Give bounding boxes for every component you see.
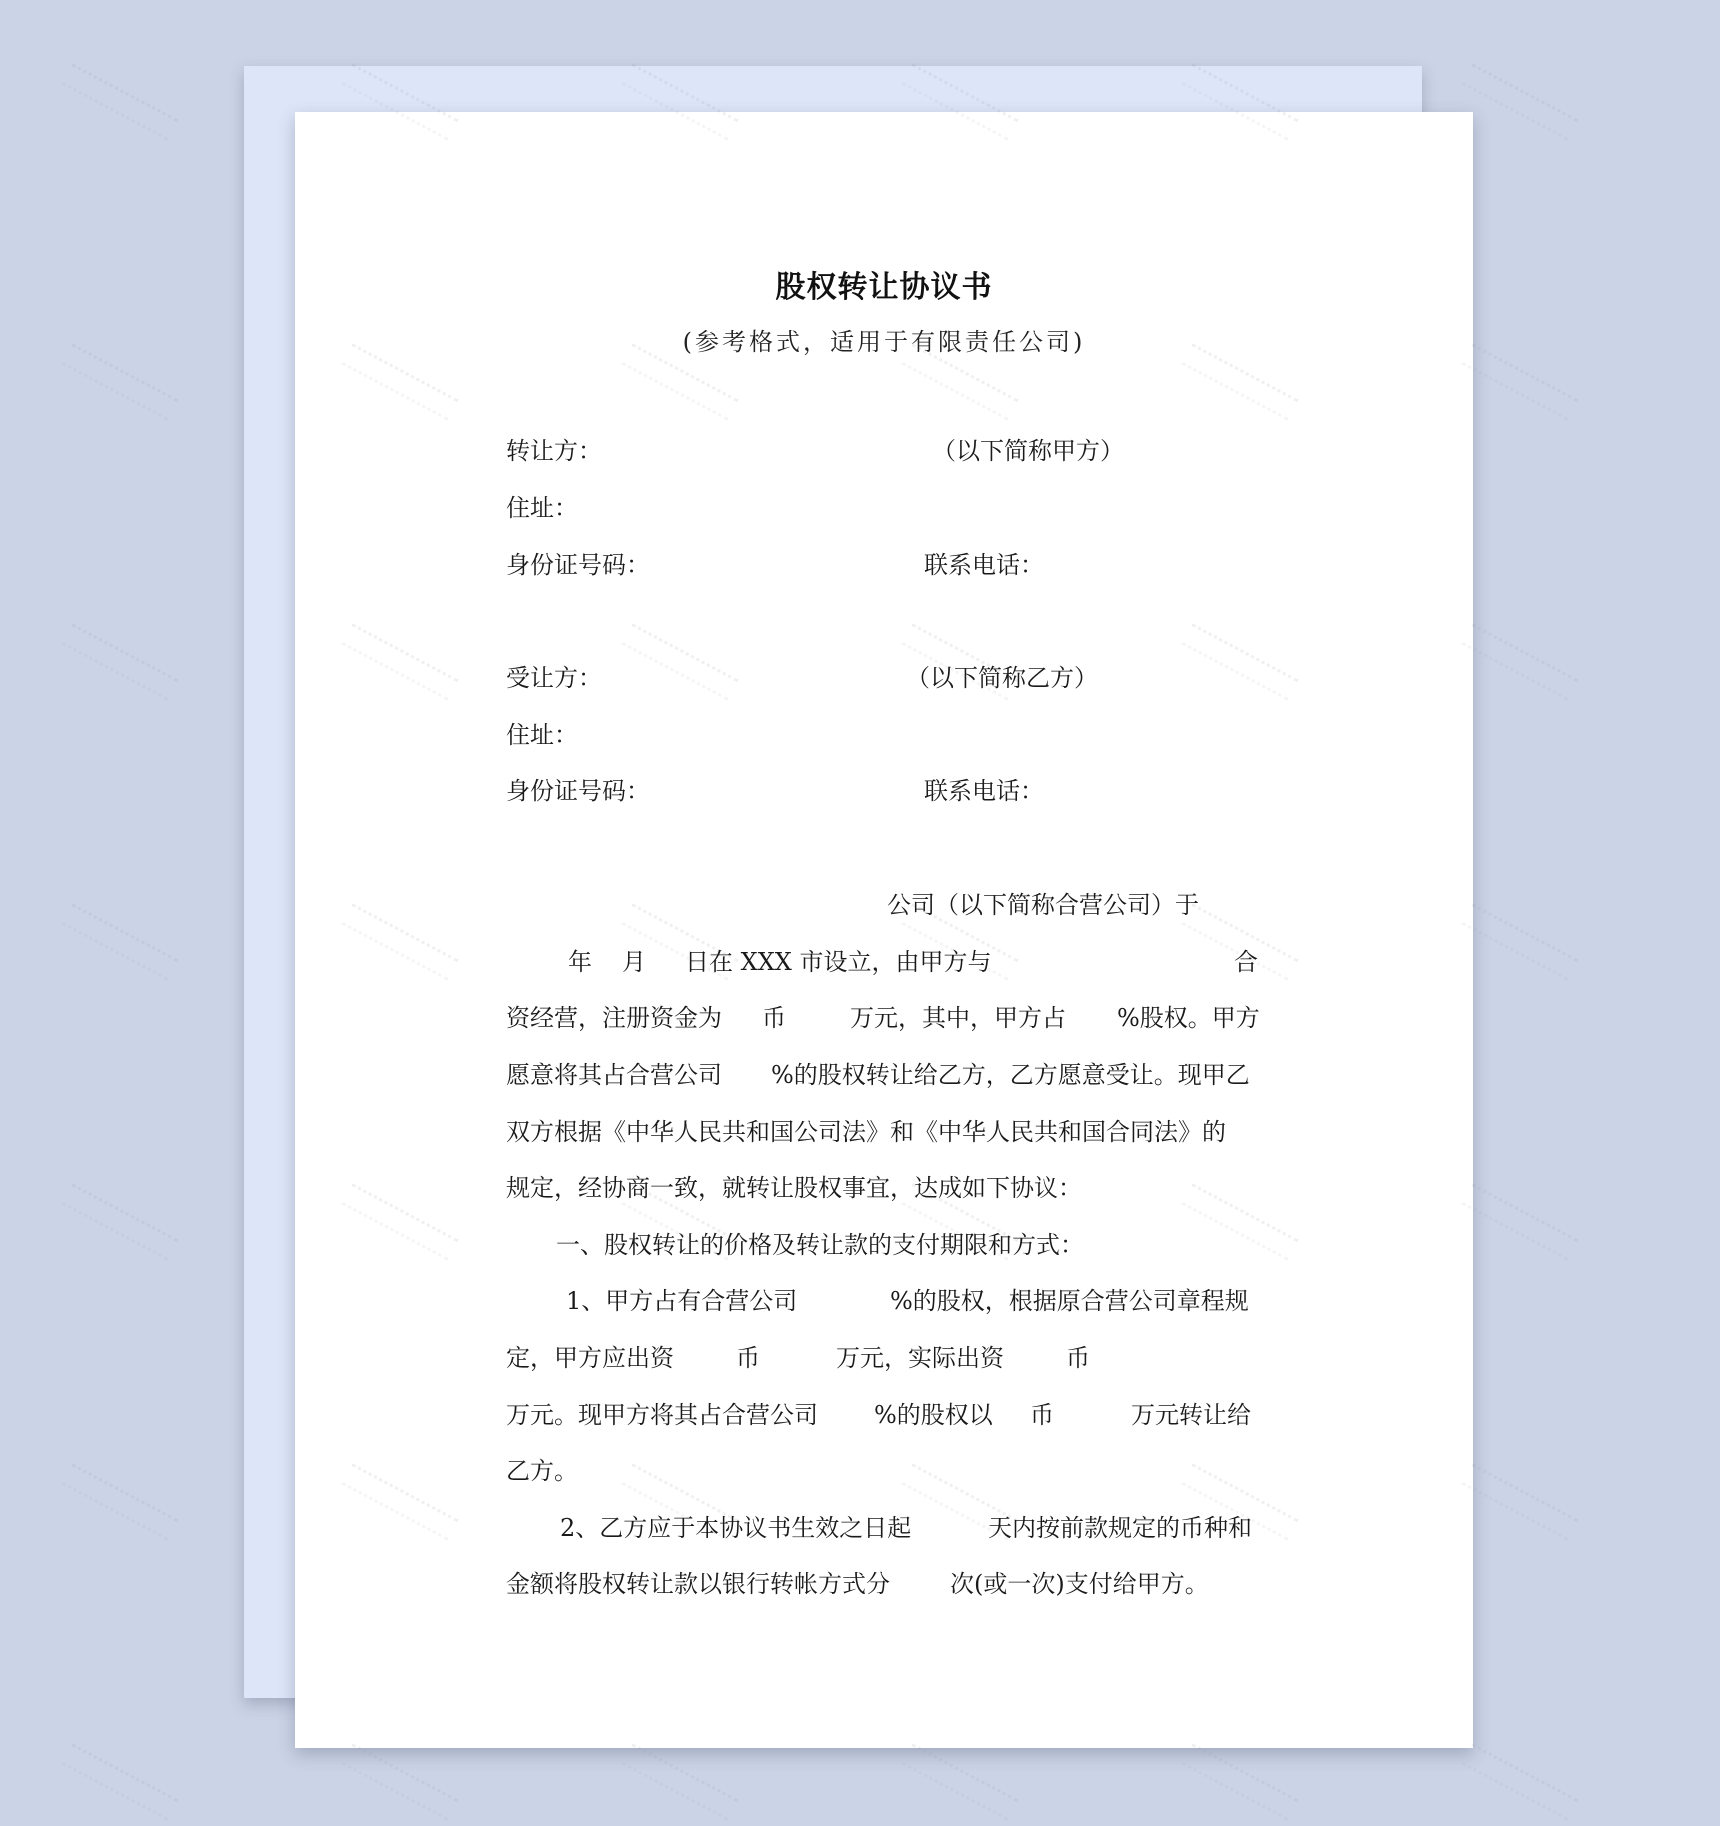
- intro-line-1: 公司（以下简称合营公司）于: [887, 891, 1199, 919]
- watermark-mark: [1461, 903, 1578, 981]
- item-1-line-3b: %的股权以: [874, 1401, 993, 1429]
- item-1-line-2d: 币: [1066, 1344, 1090, 1372]
- transferee-phone-label: 联系电话：: [924, 777, 1044, 805]
- intro-line-6: 规定，经协商一致，就转让股权事宜，达成如下协议：: [506, 1174, 1082, 1202]
- transferee-id-label: 身份证号码：: [506, 777, 650, 805]
- intro-line-3b: 币: [762, 1004, 786, 1032]
- watermark-mark: [61, 623, 178, 701]
- watermark-mark: [1461, 343, 1578, 421]
- watermark-mark: [61, 63, 178, 141]
- watermark-mark: [1461, 623, 1578, 701]
- document-subtitle: (参考格式，适用于有限责任公司): [682, 328, 1086, 356]
- transferee-address-label: 住址：: [506, 721, 578, 749]
- intro-line-4a: 愿意将其占合营公司: [506, 1061, 722, 1089]
- watermark-mark: [1181, 1743, 1298, 1821]
- item-1-line-2c: 万元，实际出资: [836, 1344, 1004, 1372]
- item-1-line-1b: %的股权，根据原合营公司章程规: [890, 1287, 1249, 1315]
- document-title: 股权转让协议书: [775, 270, 993, 305]
- item-1-line-1a: 1、甲方占有合营公司: [566, 1287, 798, 1315]
- item-1-line-2a: 定，甲方应出资: [506, 1344, 674, 1372]
- watermark-mark: [1461, 63, 1578, 141]
- watermark-mark: [1461, 1183, 1578, 1261]
- watermark-mark: [61, 343, 178, 421]
- transferor-address-label: 住址：: [506, 494, 578, 522]
- transferor-alias: （以下简称甲方）: [932, 437, 1124, 465]
- transferor-phone-label: 联系电话：: [924, 551, 1044, 579]
- transferor-id-label: 身份证号码：: [506, 551, 650, 579]
- item-2-line-2b: 次(或一次)支付给甲方。: [950, 1570, 1209, 1598]
- item-1-line-2b: 币: [736, 1344, 760, 1372]
- watermark-mark: [61, 1183, 178, 1261]
- section-1-heading: 一、股权转让的价格及转让款的支付期限和方式：: [556, 1231, 1084, 1259]
- item-1-line-3d: 万元转让给: [1131, 1401, 1251, 1429]
- intro-line-2-end: 合: [1234, 948, 1258, 976]
- intro-line-5: 双方根据《中华人民共和国公司法》和《中华人民共和国合同法》的: [506, 1118, 1226, 1146]
- watermark-mark: [621, 1743, 738, 1821]
- item-1-line-3c: 币: [1030, 1401, 1054, 1429]
- item-1-line-4: 乙方。: [506, 1457, 578, 1485]
- intro-line-3a: 资经营，注册资金为: [506, 1004, 722, 1032]
- item-2-line-2a: 金额将股权转让款以银行转帐方式分: [506, 1570, 890, 1598]
- intro-line-4b: %的股权转让给乙方，乙方愿意受让。现甲乙: [771, 1061, 1250, 1089]
- watermark-mark: [61, 1463, 178, 1541]
- watermark-mark: [1461, 1743, 1578, 1821]
- watermark-mark: [1461, 1463, 1578, 1541]
- item-1-line-3a: 万元。现甲方将其占合营公司: [506, 1401, 818, 1429]
- transferee-label: 受让方：: [506, 664, 602, 692]
- watermark-mark: [61, 1743, 178, 1821]
- intro-line-3d: %股权。甲方: [1117, 1004, 1260, 1032]
- item-2-line-1a: 2、乙方应于本协议书生效之日起: [560, 1514, 912, 1542]
- intro-month-label: 月: [622, 948, 646, 976]
- intro-year-label: 年: [568, 948, 592, 976]
- transferor-label: 转让方：: [506, 437, 602, 465]
- watermark-mark: [61, 903, 178, 981]
- watermark-mark: [341, 1743, 458, 1821]
- transferee-alias: （以下简称乙方）: [906, 664, 1098, 692]
- intro-line-2: 日在 XXX 市设立，由甲方与: [685, 948, 992, 976]
- watermark-mark: [901, 1743, 1018, 1821]
- item-2-line-1b: 天内按前款规定的币种和: [988, 1514, 1252, 1542]
- intro-line-3c: 万元，其中，甲方占: [850, 1004, 1066, 1032]
- front-page-sheet: [295, 112, 1473, 1748]
